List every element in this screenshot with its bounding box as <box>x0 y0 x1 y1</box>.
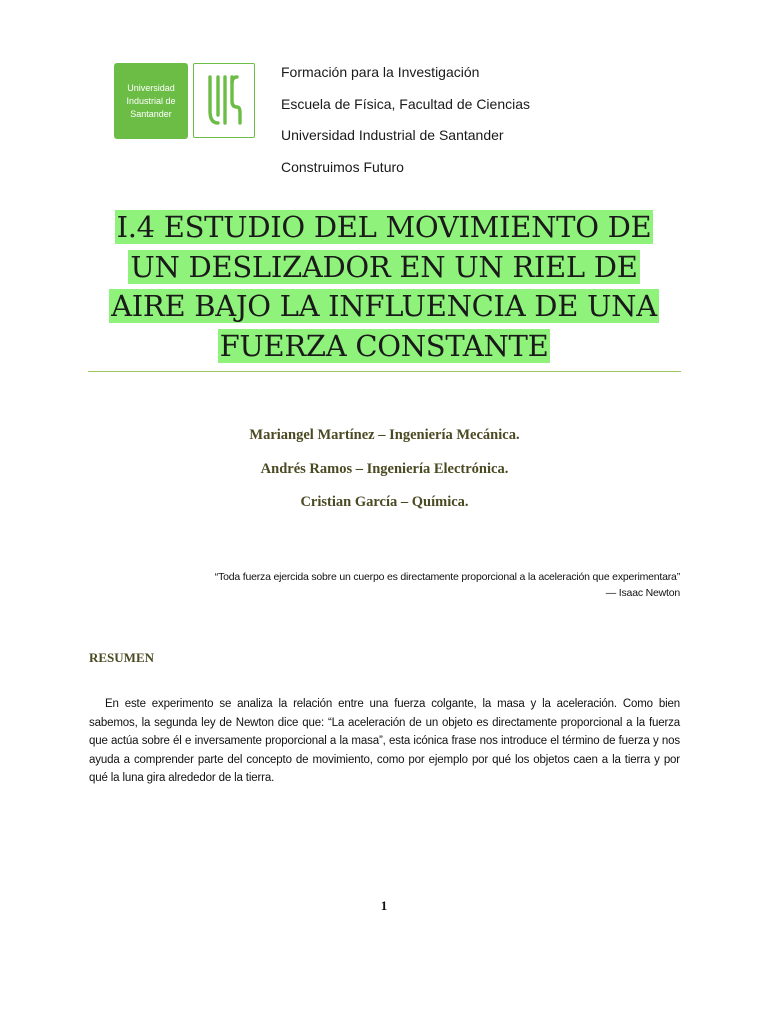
author-list <box>88 424 681 525</box>
author-2: Andrés Ramos – Ingeniería Electrónica. <box>260 460 509 477</box>
epigraph <box>215 569 680 601</box>
abstract-body: En este experimento se analiza la relación entre una fuerza colgante, la masa y la aceleración. Como bien sabemos, la segunda ley de Newton dice que: “La aceleración de un objeto es directamente proporcional a la fuerza que actúa sobre él e inversamente proporcional a la masa”, esta icónica frase nos introduce el término de fuerza y nos ayuda a comprender parte del concepto de movimiento, como por ejemplo por qué los objetos caen a la tierra y por qué la luna gira alrededor de la tierra. <box>89 698 680 784</box>
institution-line-2: Escuela de Física, Facultad de Ciencias <box>281 95 531 112</box>
abstract-heading: RESUMEN <box>89 650 155 665</box>
logo-text-block <box>114 63 188 139</box>
uis-logo <box>114 63 256 140</box>
title-divider <box>88 371 681 372</box>
logo-text: Universidad Industrial de Santander <box>126 82 176 119</box>
author-1: Mariangel Martínez – Ingeniería Mecánica. <box>249 427 520 443</box>
logo-mark-box <box>193 63 255 138</box>
document-title-text: I.4 ESTUDIO DEL MOVIMIENTO DE UN DESLIZADOR EN UN RIEL DE AIRE BAJO LA INFLUENCIA DE UNA FUERZA CONSTANTE <box>111 210 657 363</box>
uis-mark-icon <box>204 71 244 131</box>
institution-header <box>281 62 530 189</box>
author-3: Cristian García – Química. <box>300 494 469 510</box>
document-title <box>88 208 680 366</box>
epigraph-text: “Toda fuerza ejercida sobre un cuerpo es directamente proporcional a la aceleración que experimentara” <box>214 571 680 583</box>
page-number: 1 <box>380 898 388 913</box>
institution-line-4: Construimos Futuro <box>281 159 404 176</box>
institution-line-3: Universidad Industrial de Santander <box>281 127 504 144</box>
institution-line-1: Formación para la Investigación <box>281 64 480 80</box>
epigraph-attribution: — Isaac Newton <box>605 587 680 599</box>
